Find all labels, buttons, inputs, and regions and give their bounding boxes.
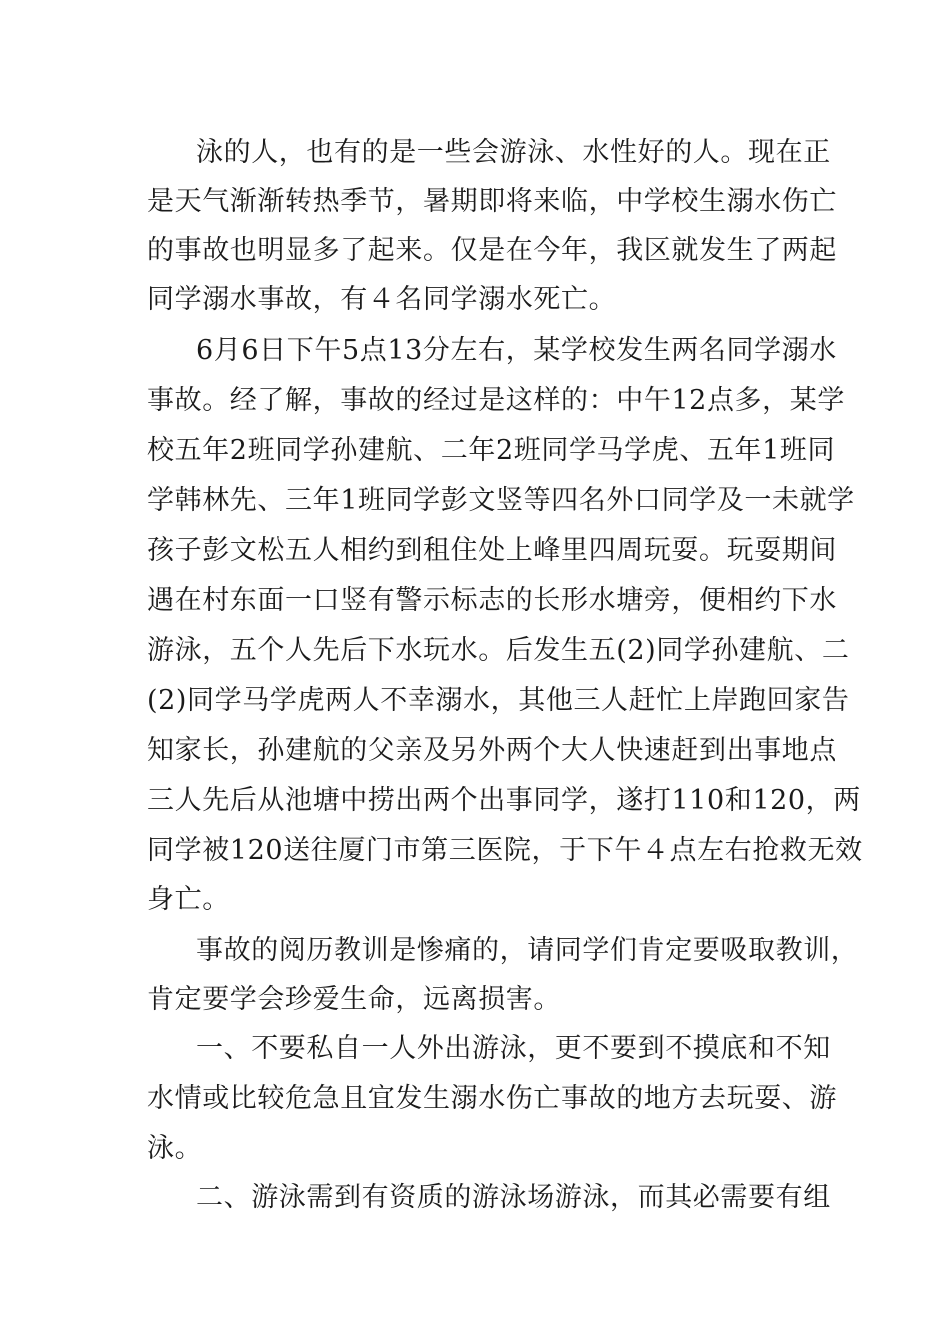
text-line: 泳的人，也有的是一些会游泳、水性好的人。现在正 [196,137,831,168]
text-line: 同学溺水事故，有４名同学溺水死亡。 [147,284,617,315]
text-line: 学韩林先、三年1班同学彭文竖等四名外口同学及一未就学 [147,485,855,516]
text-line: 同学被120送往厦门市第三医院，于下午４点左右抢救无效 [147,835,863,866]
text-line: 二、游泳需到有资质的游泳场游泳，而其必需要有组 [196,1182,831,1213]
text-line: 知家长，孙建航的父亲及另外两个大人快速赶到出事地点 [147,735,837,766]
text-line: 校五年2班同学孙建航、二年2班同学马学虎、五年1班同 [147,435,836,466]
text-line: 三人先后从池塘中捞出两个出事同学，遂打110和120，两 [147,785,861,816]
text-line: 游泳，五个人先后下水玩水。后发生五(2)同学孙建航、二 [147,635,850,666]
text-line: 是天气渐渐转热季节，暑期即将来临，中学校生溺水伤亡 [147,186,837,217]
text-line: 的事故也明显多了起来。仅是在今年，我区就发生了两起 [147,235,837,266]
text-line: 一、不要私自一人外出游泳，更不要到不摸底和不知 [196,1033,831,1064]
text-line: 泳。 [147,1133,203,1164]
text-line: 孩子彭文松五人相约到租住处上峰里四周玩耍。玩耍期间 [147,535,837,566]
text-line: 事故。经了解，事故的经过是这样的：中午12点多，某学 [147,385,845,416]
text-line: 身亡。 [147,884,230,915]
text-line: 遇在村东面一口竖有警示标志的长形水塘旁，便相约下水 [147,585,837,616]
text-line: 水情或比较危急且宜发生溺水伤亡事故的地方去玩耍、游 [147,1083,837,1114]
text-line: 肯定要学会珍爱生命，远离损害。 [147,984,561,1015]
text-line: 事故的阅历教训是惨痛的，请同学们肯定要吸取教训， [196,935,859,966]
text-line: (2)同学马学虎两人不幸溺水，其他三人赶忙上岸跑回家告 [147,685,850,716]
text-line: 6月6日下午5点13分左右，某学校发生两名同学溺水 [196,335,837,366]
